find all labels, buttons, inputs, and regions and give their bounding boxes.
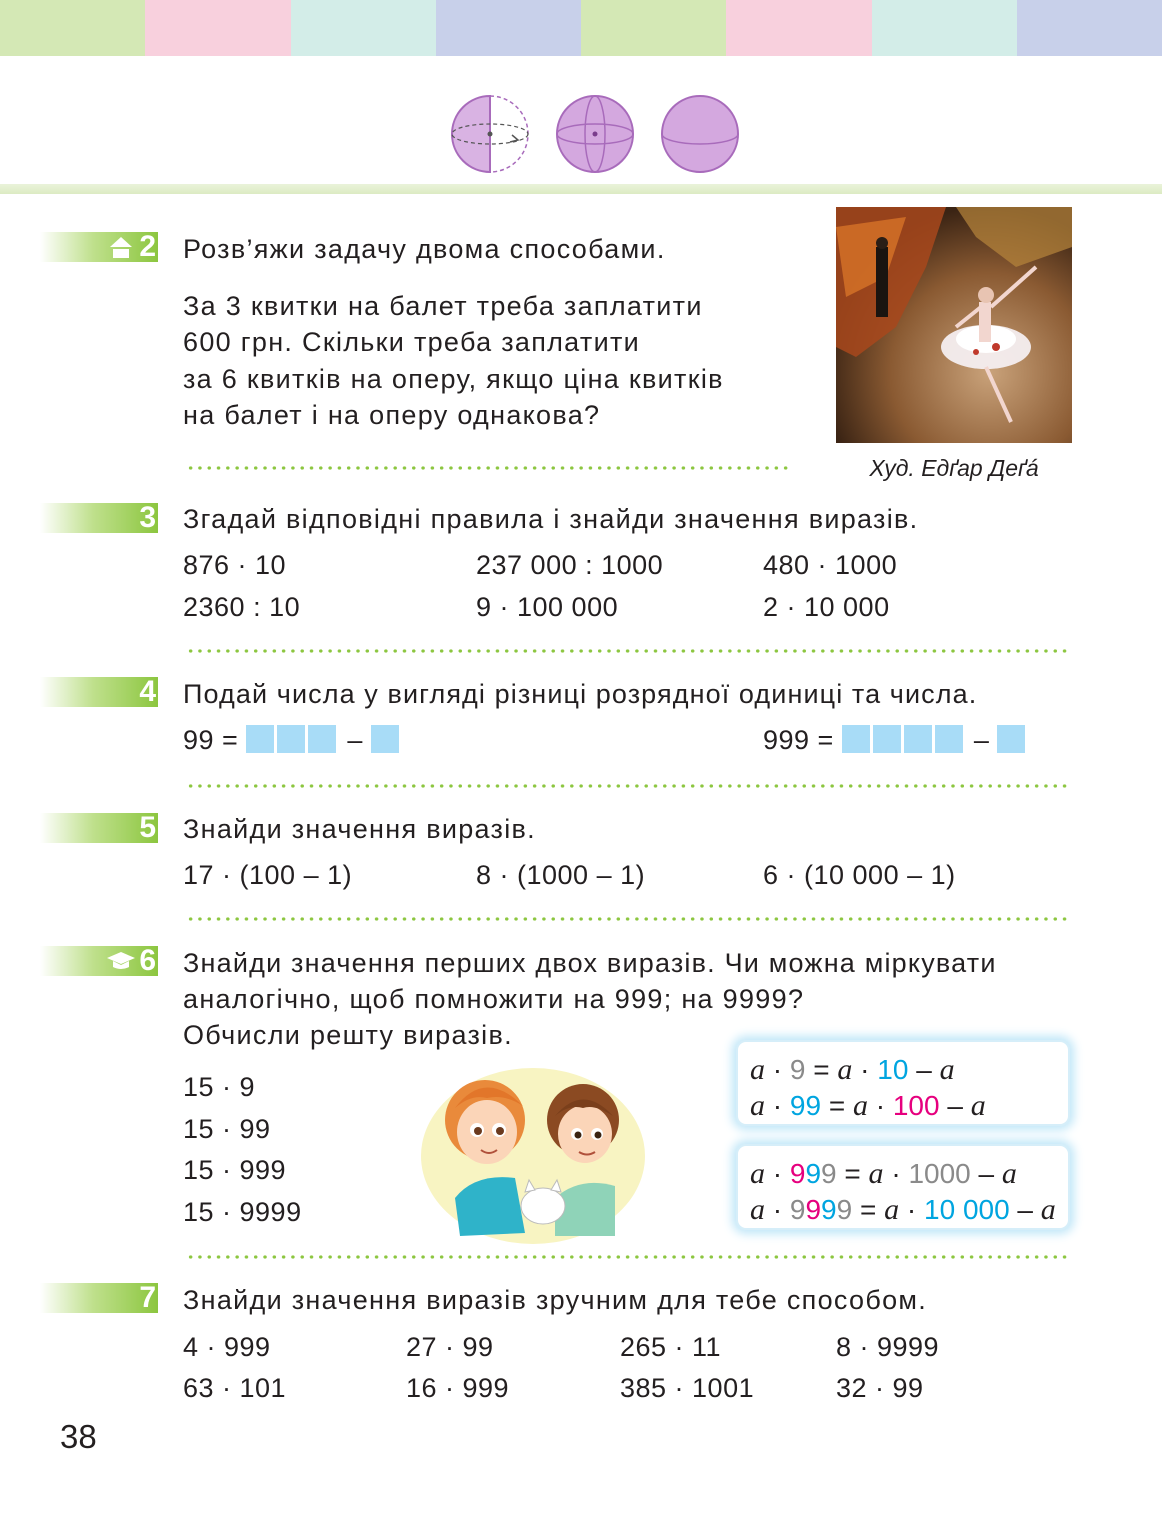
formula-card <box>736 1144 1070 1230</box>
expression: 15 · 999 <box>183 1155 287 1185</box>
children-illustration <box>415 1058 655 1248</box>
problem-line: За 3 квитки на балет треба заплатити <box>183 291 703 321</box>
graduation-cap-icon <box>106 949 136 973</box>
color-block <box>872 0 1017 56</box>
task-title: Знайди значення виразів. <box>183 814 536 844</box>
sphere-illustration <box>448 92 748 178</box>
problem-line: за 6 квитків на оперу, якщо ціна квитків <box>183 364 724 394</box>
expression: 15 · 9 <box>183 1072 256 1102</box>
answer-box[interactable] <box>371 725 399 753</box>
expression: 385 · 1001 <box>620 1373 755 1403</box>
expression: 63 · 101 <box>183 1373 287 1403</box>
expression: 480 · 1000 <box>763 550 898 580</box>
formula-card <box>736 1040 1070 1126</box>
answer-box[interactable] <box>277 725 305 753</box>
page-number: 38 <box>60 1418 97 1455</box>
color-block <box>1017 0 1162 56</box>
expression: 15 · 99 <box>183 1114 271 1144</box>
dotted-divider <box>186 1255 1070 1259</box>
dotted-divider <box>186 784 1070 788</box>
task-text: аналогічно, щоб помножити на 999; на 9999? <box>183 984 805 1014</box>
color-block <box>0 0 145 56</box>
task-badge <box>40 503 158 533</box>
task-badge <box>40 232 158 262</box>
task-badge <box>40 1283 158 1313</box>
expression: 6 · (10 000 – 1) <box>763 860 956 890</box>
home-icon <box>106 235 136 259</box>
task-title: Згадай відповідні правила і знайди значення виразів. <box>183 504 919 534</box>
task-number: 6 <box>139 944 156 977</box>
formula-line: a · 99 = a · 100 – a <box>750 1089 986 1122</box>
task-badge <box>40 813 158 843</box>
task-number: 7 <box>139 1281 156 1314</box>
expression: 27 · 99 <box>406 1332 494 1362</box>
answer-box[interactable] <box>904 725 932 753</box>
ballet-painting <box>836 207 1072 443</box>
dotted-divider <box>186 917 1070 921</box>
task-title: Розв’яжи задачу двома способами. <box>183 234 666 264</box>
task-number: 2 <box>139 230 156 263</box>
minus-sign: – <box>973 725 990 755</box>
task-text: Знайди значення перших двох виразів. Чи можна міркувати <box>183 948 997 978</box>
problem-line: на балет і на оперу однакова? <box>183 400 601 430</box>
task-title: Подай числа у вигляді різниці розрядної одиниці та числа. <box>183 679 978 709</box>
expression: 265 · 11 <box>620 1332 722 1362</box>
task-number: 4 <box>139 675 156 708</box>
color-block <box>726 0 871 56</box>
expression: 32 · 99 <box>836 1373 924 1403</box>
formula-line: a · 9999 = a · 10 000 – a <box>750 1193 1056 1226</box>
color-block <box>291 0 436 56</box>
task-badge <box>40 946 158 976</box>
answer-box[interactable] <box>842 725 870 753</box>
expression: 237 000 : 1000 <box>476 550 664 580</box>
formula-line: a · 999 = a · 1000 – a <box>750 1157 1017 1190</box>
fill-in-expression <box>763 722 1028 758</box>
task-number: 3 <box>139 501 156 534</box>
color-block <box>145 0 290 56</box>
minus-sign: – <box>347 725 363 755</box>
expression: 876 · 10 <box>183 550 287 580</box>
painting-caption: Худ. Едґар Деґá <box>869 455 1039 481</box>
task-number: 5 <box>139 811 156 844</box>
expression-start: 99 = <box>183 725 239 755</box>
answer-box[interactable] <box>873 725 901 753</box>
problem-line: 600 грн. Скільки треба заплатити <box>183 327 641 357</box>
header-divider <box>0 184 1162 194</box>
expression: 2360 : 10 <box>183 592 301 622</box>
top-color-bar <box>0 0 1162 56</box>
expression: 8 · 9999 <box>836 1332 940 1362</box>
expression: 9 · 100 000 <box>476 592 619 622</box>
expression: 15 · 9999 <box>183 1197 302 1227</box>
task-title: Знайди значення виразів зручним для тебе способом. <box>183 1285 928 1315</box>
expression-start: 999 = <box>763 725 834 755</box>
answer-box[interactable] <box>935 725 963 753</box>
task-text: Обчисли решту виразів. <box>183 1020 513 1050</box>
expression: 17 · (100 – 1) <box>183 860 353 890</box>
expression: 4 · 999 <box>183 1332 271 1362</box>
color-block <box>581 0 726 56</box>
answer-box[interactable] <box>308 725 336 753</box>
dotted-divider <box>186 466 790 470</box>
expression: 2 · 10 000 <box>763 592 890 622</box>
answer-box[interactable] <box>997 725 1025 753</box>
formula-line: a · 9 = a · 10 – a <box>750 1053 955 1086</box>
expression: 8 · (1000 – 1) <box>476 860 646 890</box>
color-block <box>436 0 581 56</box>
dotted-divider <box>186 649 1070 653</box>
fill-in-expression <box>183 722 402 758</box>
answer-box[interactable] <box>246 725 274 753</box>
expression: 16 · 999 <box>406 1373 510 1403</box>
task-badge <box>40 677 158 707</box>
